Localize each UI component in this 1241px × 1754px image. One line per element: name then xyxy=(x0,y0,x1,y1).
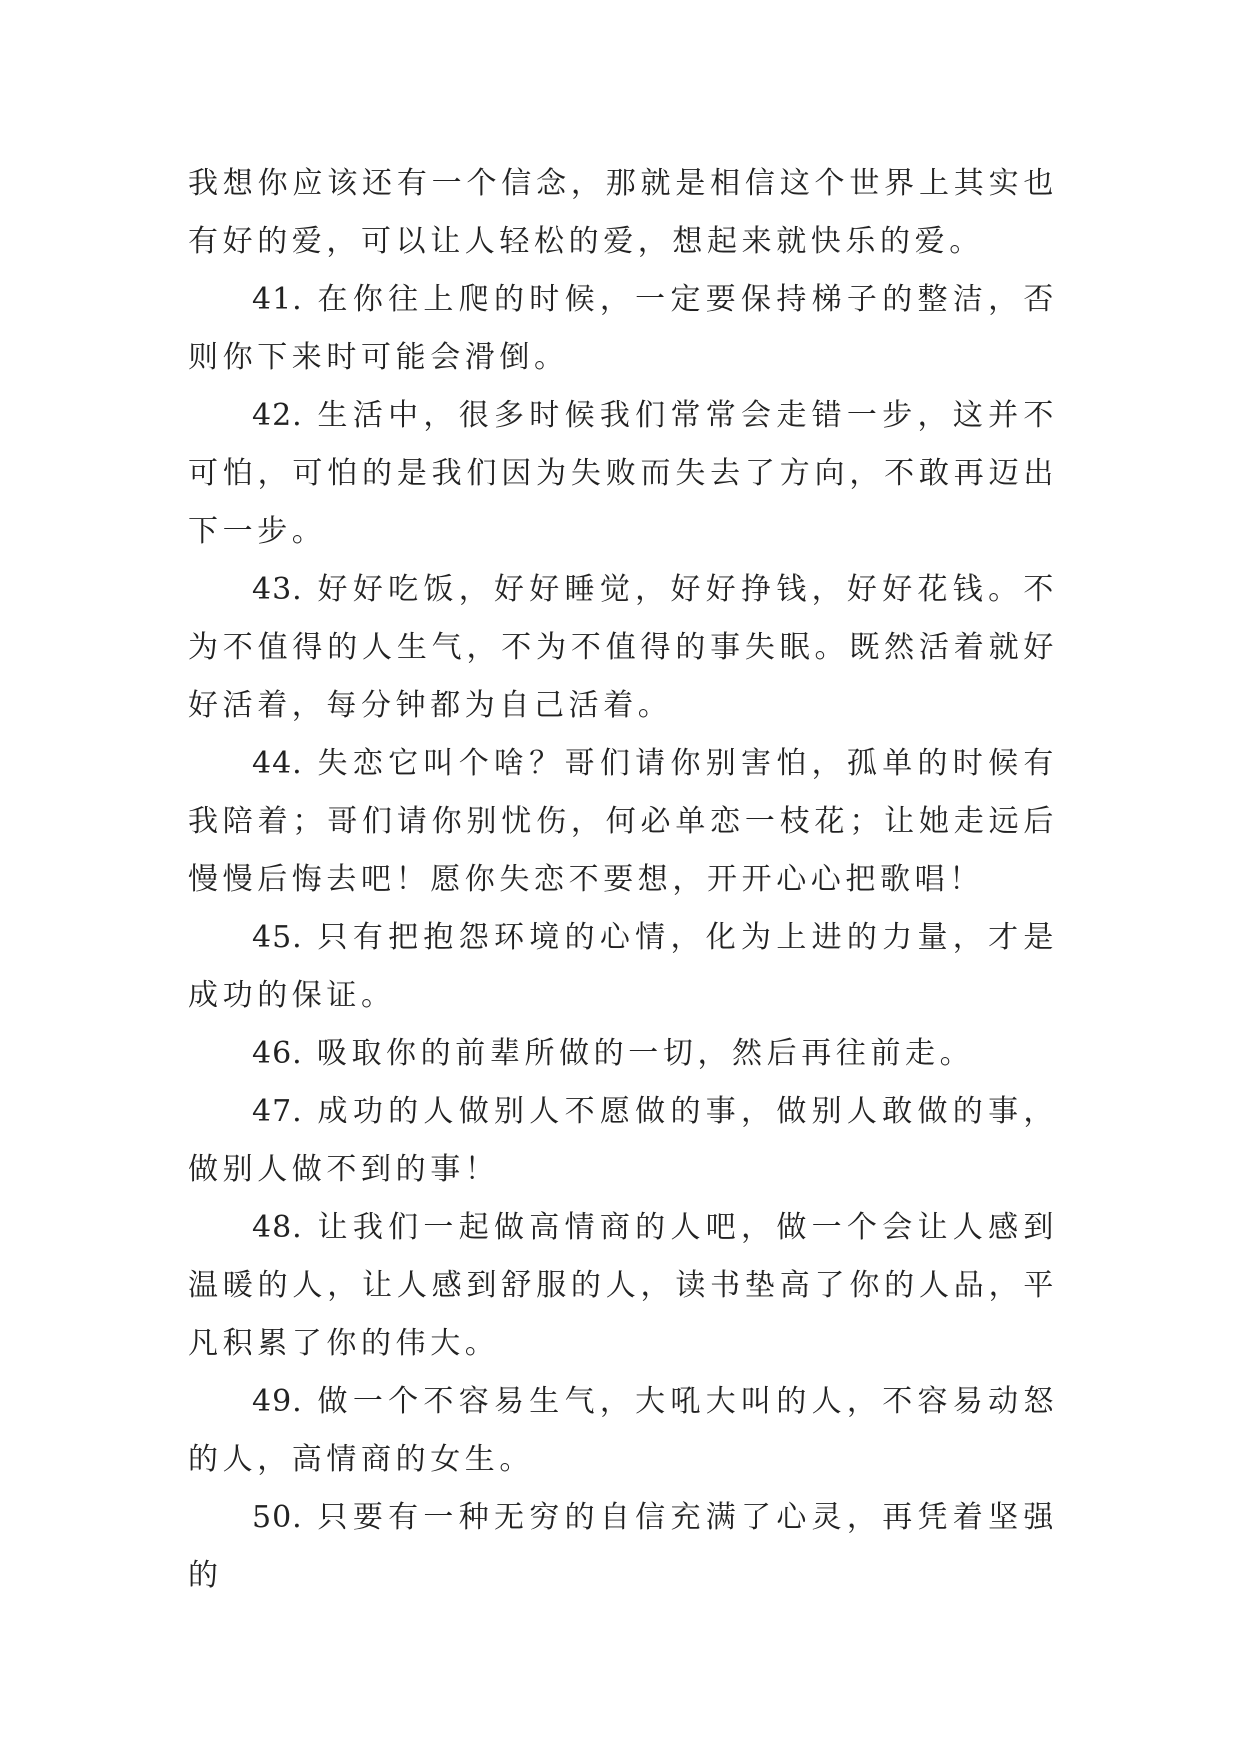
paragraph-text: 只要有一种无穷的自信充满了心灵，再凭着坚强的 xyxy=(188,1500,1058,1593)
paragraph-42 xyxy=(188,387,1058,561)
paragraph-number: 50. xyxy=(252,1500,303,1535)
paragraph-41 xyxy=(188,271,1058,387)
paragraph-number: 47. xyxy=(252,1094,303,1129)
paragraph-number: 48. xyxy=(252,1210,303,1245)
paragraph-number: 43. xyxy=(252,572,303,607)
paragraph-number: 41. xyxy=(252,282,303,317)
paragraph-43 xyxy=(188,561,1058,735)
paragraph-text: 在你往上爬的时候，一定要保持梯子的整洁，否则你下来时可能会滑倒。 xyxy=(188,282,1058,375)
paragraph-text: 吸取你的前辈所做的一切，然后再往前走。 xyxy=(316,1036,975,1071)
paragraph-number: 49. xyxy=(252,1384,303,1419)
paragraph-text: 我想你应该还有一个信念，那就是相信这个世界上其实也有好的爱，可以让人轻松的爱，想起来就快乐的爱。 xyxy=(188,166,1058,259)
document-body xyxy=(188,155,1058,1605)
paragraph-number: 46. xyxy=(252,1036,303,1071)
paragraph-continuation xyxy=(188,155,1058,271)
paragraph-text: 失恋它叫个啥？哥们请你别害怕，孤单的时候有我陪着；哥们请你别忧伤，何必单恋一枝花；让她走远后慢慢后悔去吧！愿你失恋不要想，开开心心把歌唱！ xyxy=(188,746,1058,897)
paragraph-46 xyxy=(188,1025,1058,1083)
paragraph-48 xyxy=(188,1199,1058,1373)
paragraph-45 xyxy=(188,909,1058,1025)
paragraph-text: 让我们一起做高情商的人吧，做一个会让人感到温暖的人，让人感到舒服的人，读书垫高了你的人品，平凡积累了你的伟大。 xyxy=(188,1210,1058,1361)
paragraph-text: 只有把抱怨环境的心情，化为上进的力量，才是成功的保证。 xyxy=(188,920,1058,1013)
paragraph-text: 成功的人做别人不愿做的事，做别人敢做的事，做别人做不到的事！ xyxy=(188,1094,1058,1187)
paragraph-number: 42. xyxy=(252,398,303,433)
paragraph-47 xyxy=(188,1083,1058,1199)
paragraph-number: 44. xyxy=(252,746,303,781)
paragraph-text: 好好吃饭，好好睡觉，好好挣钱，好好花钱。不为不值得的人生气，不为不值得的事失眠。既然活着就好好活着，每分钟都为自己活着。 xyxy=(188,572,1058,723)
paragraph-number: 45. xyxy=(252,920,303,955)
paragraph-text: 做一个不容易生气，大吼大叫的人，不容易动怒的人，高情商的女生。 xyxy=(188,1384,1058,1477)
paragraph-44 xyxy=(188,735,1058,909)
paragraph-50 xyxy=(188,1489,1058,1605)
paragraph-text: 生活中，很多时候我们常常会走错一步，这并不可怕，可怕的是我们因为失败而失去了方向，不敢再迈出下一步。 xyxy=(188,398,1058,549)
paragraph-49 xyxy=(188,1373,1058,1489)
